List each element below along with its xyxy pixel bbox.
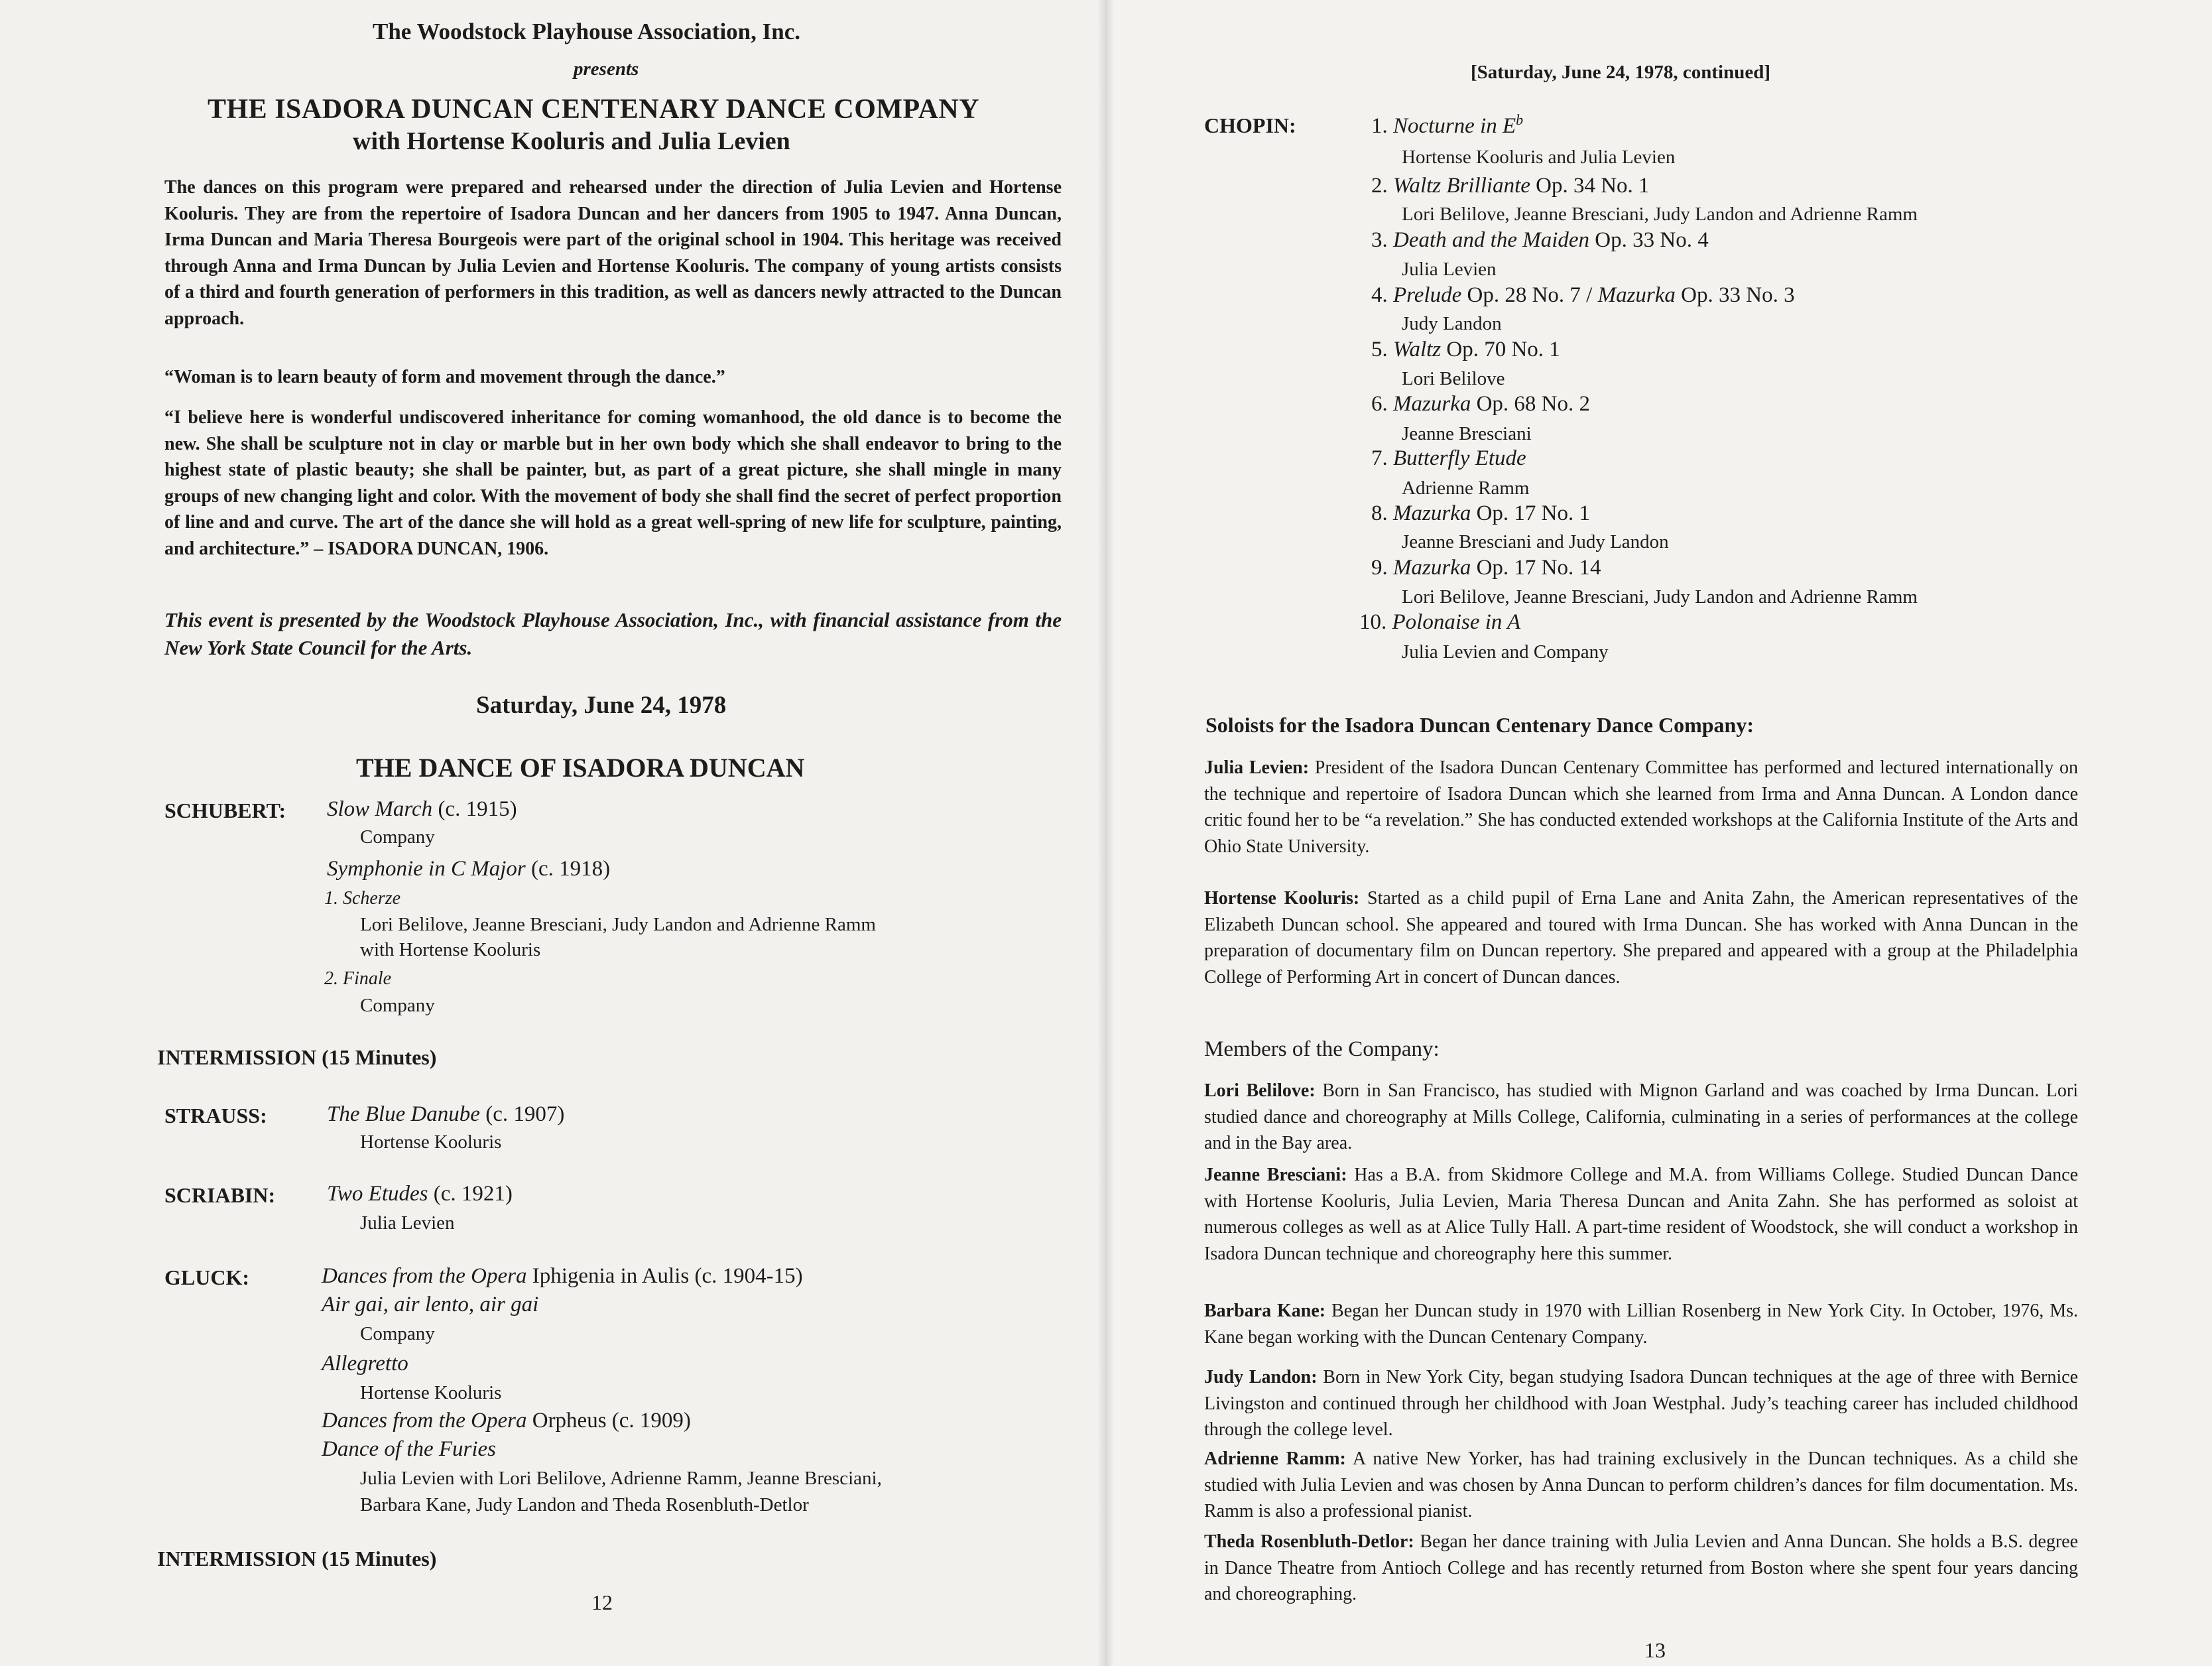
chopin-piece-6-performers: Jeanne Bresciani	[1402, 423, 1532, 444]
bio-hortense-kooluris: Hortense Kooluris: Started as a child pupil of Erna Lane and Anita Zahn, the American representatives of the Elizabeth Duncan school. She appeared and toured with Irma Duncan. She has worked with Anna Duncan in the preparation of documentary film on Duncan repertory. She prepared and appeared with a group at the Philadelphia College of Performing Art in concert of Duncan dances.	[1204, 888, 2079, 988]
chopin-piece-5: 5. Waltz Op. 70 No. 1	[1371, 338, 1560, 361]
schubert-work-2: Symphonie in C Major (c. 1918)	[327, 857, 611, 881]
gluck-movement-3-performers-a: Julia Levien with Lori Belilove, Adrienne Ramm, Jeanne Bresciani,	[360, 1468, 882, 1489]
gluck-movement-3-performers-b: Barbara Kane, Judy Landon and Theda Rosenbluth-Detlor	[360, 1494, 809, 1515]
bio-theda-rosenbluth-detlor: Theda Rosenbluth-Detlor: Began her dance training with Julia Levien and Anna Duncan. She holds a B.S. degree in Dance Theatre from Antioch College and has recently returned from Boston where she spent four years dancing and choreographing.	[1204, 1531, 2079, 1604]
funding-note: This event is presented by the Woodstock Playhouse Association, Inc., with financial assistance from the New York State Council for the Arts.	[164, 608, 1062, 659]
gluck-movement-2: Allegretto	[322, 1352, 408, 1376]
bio-barbara-kane: Barbara Kane: Began her Duncan study in 1970 with Lillian Rosenberg in New York City. In October, 1976, Ms. Kane began working with the Duncan Centenary Company.	[1204, 1301, 2079, 1348]
soloists-heading: Soloists for the Isadora Duncan Centenary Dance Company:	[1205, 713, 1754, 737]
bio-lori-belilove: Lori Belilove: Born in San Francisco, has studied with Mignon Garland and was coached by Irma Duncan. Lori studied dance and choreography at Mills College, California, culminating in a series of performances at the college and in the Bay area.	[1204, 1080, 2079, 1153]
chopin-piece-1: 1. Nocturne in $E^b$	[1371, 111, 1524, 138]
chopin-piece-6: 6. Mazurka Op. 68 No. 2	[1371, 392, 1590, 416]
gluck-movement-2-performers: Hortense Kooluris	[360, 1382, 502, 1403]
chopin-piece-8-performers: Jeanne Bresciani and Judy Landon	[1402, 531, 1669, 552]
strauss-work: The Blue Danube (c. 1907)	[327, 1102, 565, 1126]
chopin-piece-2-performers: Lori Belilove, Jeanne Bresciani, Judy Landon and Adrienne Ramm	[1402, 204, 1918, 225]
chopin-piece-9-performers: Lori Belilove, Jeanne Bresciani, Judy Landon and Adrienne Ramm	[1402, 586, 1918, 608]
chopin-piece-3: 3. Death and the Maiden Op. 33 No. 4	[1371, 228, 1709, 252]
gluck-movement-3: Dance of the Furies	[322, 1437, 497, 1461]
composer-gluck: GLUCK:	[164, 1265, 249, 1289]
chopin-piece-3-performers: Julia Levien	[1402, 259, 1497, 280]
quote-1: “Woman is to learn beauty of form and movement through the dance.”	[164, 367, 725, 387]
schubert-movement-1: 1. Scherze	[324, 888, 401, 909]
intro-paragraph: The dances on this program were prepared and rehearsed under the direction of Julia Levien and Hortense Kooluris. They are from the repertoire of Isadora Duncan and her dancers from 1905 to 1947. Anna Duncan, Irma Duncan and Maria Theresa Bourgeois were part of the original school in 1904. This heritage was received through Anna and Irma Duncan by Julia Levien and Hortense Kooluris. The company of young artists consists of a third and fourth generation of performers in this tradition, as well as dancers newly attracted to the Duncan approach.	[164, 177, 1062, 329]
intermission-2: INTERMISSION (15 Minutes)	[157, 1547, 437, 1570]
scriabin-work: Two Etudes (c. 1921)	[327, 1182, 513, 1206]
quote-2: “I believe here is wonderful undiscovered inheritance for coming womanhood, the old dance is to become the new. She shall be sculpture not in clay or marble but in her own body which she shall endeavor to bring to the highest state of plastic beauty; she shall be painter, but, as part of a great picture, she shall mingle in many groups of new changing light and color. With the movement of body she shall find the secret of perfect proportion of line and and curve. The art of the dance she will hold as a great well-spring of new life for sculpture, painting, and architecture.” – ISADORA DUNCAN, 1906.	[164, 407, 1062, 559]
presents-label: presents	[574, 58, 639, 80]
program-title: THE DANCE OF ISADORA DUNCAN	[356, 753, 805, 783]
chopin-piece-8: 8. Mazurka Op. 17 No. 1	[1371, 501, 1590, 525]
composer-chopin: CHOPIN:	[1204, 113, 1296, 137]
members-heading: Members of the Company:	[1204, 1037, 1440, 1061]
chopin-piece-4-performers: Judy Landon	[1402, 313, 1502, 334]
schubert-work-1: Slow March (c. 1915)	[327, 797, 517, 821]
chopin-piece-9: 9. Mazurka Op. 17 No. 14	[1371, 556, 1601, 580]
bio-adrienne-ramm: Adrienne Ramm: A native New Yorker, has had training exclusively in the Duncan techniques. As a child she studied with Julia Levien and was chosen by Anna Duncan to perform children’s dances for film documentation. Ms. Ramm is also a professional pianist.	[1204, 1448, 2078, 1521]
composer-strauss: STRAUSS:	[164, 1104, 267, 1127]
strauss-performers: Hortense Kooluris	[360, 1131, 502, 1153]
schubert-movement-2-performers: Company	[360, 995, 435, 1016]
composer-scriabin: SCRIABIN:	[164, 1183, 276, 1207]
book-gutter	[1097, 0, 1115, 1666]
bio-julia-levien: Julia Levien: President of the Isadora Duncan Centenary Committee has performed and lectured internationally on the technique and repertoire of Isadora Duncan which she learned from Irma and Anna Duncan. A London dance critic found her to be “a revelation.” She has conducted extended workshops at the California Institute of the Arts and Ohio State University.	[1204, 757, 2079, 857]
schubert-movement-2: 2. Finale	[324, 968, 392, 989]
gluck-work-1: Dances from the Opera Iphigenia in Aulis (c. 1904-15)	[322, 1264, 803, 1288]
bio-judy-landon: Judy Landon: Born in New York City, began studying Isadora Duncan techniques at the age of three with Bernice Livingston and continued through her childhood with Joan Westphal. Judy’s teaching career has included childhood through the college level.	[1204, 1367, 2079, 1440]
gluck-movement-1-performers: Company	[360, 1323, 435, 1344]
schubert-work-1-performers: Company	[360, 826, 435, 848]
chopin-piece-4: 4. Prelude Op. 28 No. 7 / Mazurka Op. 33 No. 3	[1371, 283, 1795, 307]
bio-jeanne-bresciani: Jeanne Bresciani: Has a B.A. from Skidmore College and M.A. from Williams College. Studied Duncan Dance with Hortense Kooluris, Julia Levien, Maria Theresa Duncan and Anita Zahn. She has performed as soloist at numerous colleges as well as at Alice Tully Hall. A part-time resident of Woodstock, she will conduct a workshop in Isadora Duncan technique and choreography here this summer.	[1204, 1165, 2079, 1264]
gluck-work-2: Dances from the Opera Orpheus (c. 1909)	[322, 1409, 691, 1433]
chopin-piece-7-performers: Adrienne Ramm	[1402, 478, 1530, 499]
company-subtitle: with Hortense Kooluris and Julia Levien	[353, 127, 790, 155]
page-number-left: 12	[591, 1590, 613, 1614]
chopin-piece-5-performers: Lori Belilove	[1402, 368, 1505, 389]
chopin-piece-2: 2. Waltz Brilliante Op. 34 No. 1	[1371, 174, 1650, 198]
chopin-piece-10: 10. Polonaise in A	[1359, 610, 1521, 634]
schubert-movement-1-performers-a: Lori Belilove, Jeanne Bresciani, Judy Landon and Adrienne Ramm	[360, 914, 876, 935]
gluck-movement-1: Air gai, air lento, air gai	[322, 1293, 539, 1316]
schubert-movement-1-performers-b: with Hortense Kooluris	[360, 939, 541, 960]
continued-header: [Saturday, June 24, 1978, continued]	[1471, 62, 1770, 83]
program-date: Saturday, June 24, 1978	[476, 692, 727, 719]
org-name: The Woodstock Playhouse Association, Inc.	[373, 19, 801, 44]
right-page	[1106, 0, 2212, 1666]
company-title: THE ISADORA DUNCAN CENTENARY DANCE COMPANY	[208, 94, 980, 125]
page-number-right: 13	[1644, 1638, 1666, 1662]
chopin-piece-7: 7. Butterfly Etude	[1371, 446, 1526, 470]
chopin-piece-10-performers: Julia Levien and Company	[1402, 641, 1609, 663]
scriabin-performers: Julia Levien	[360, 1212, 455, 1234]
composer-schubert: SCHUBERT:	[164, 799, 286, 822]
intermission-1: INTERMISSION (15 Minutes)	[157, 1045, 437, 1069]
chopin-piece-1-performers: Hortense Kooluris and Julia Levien	[1402, 147, 1676, 168]
